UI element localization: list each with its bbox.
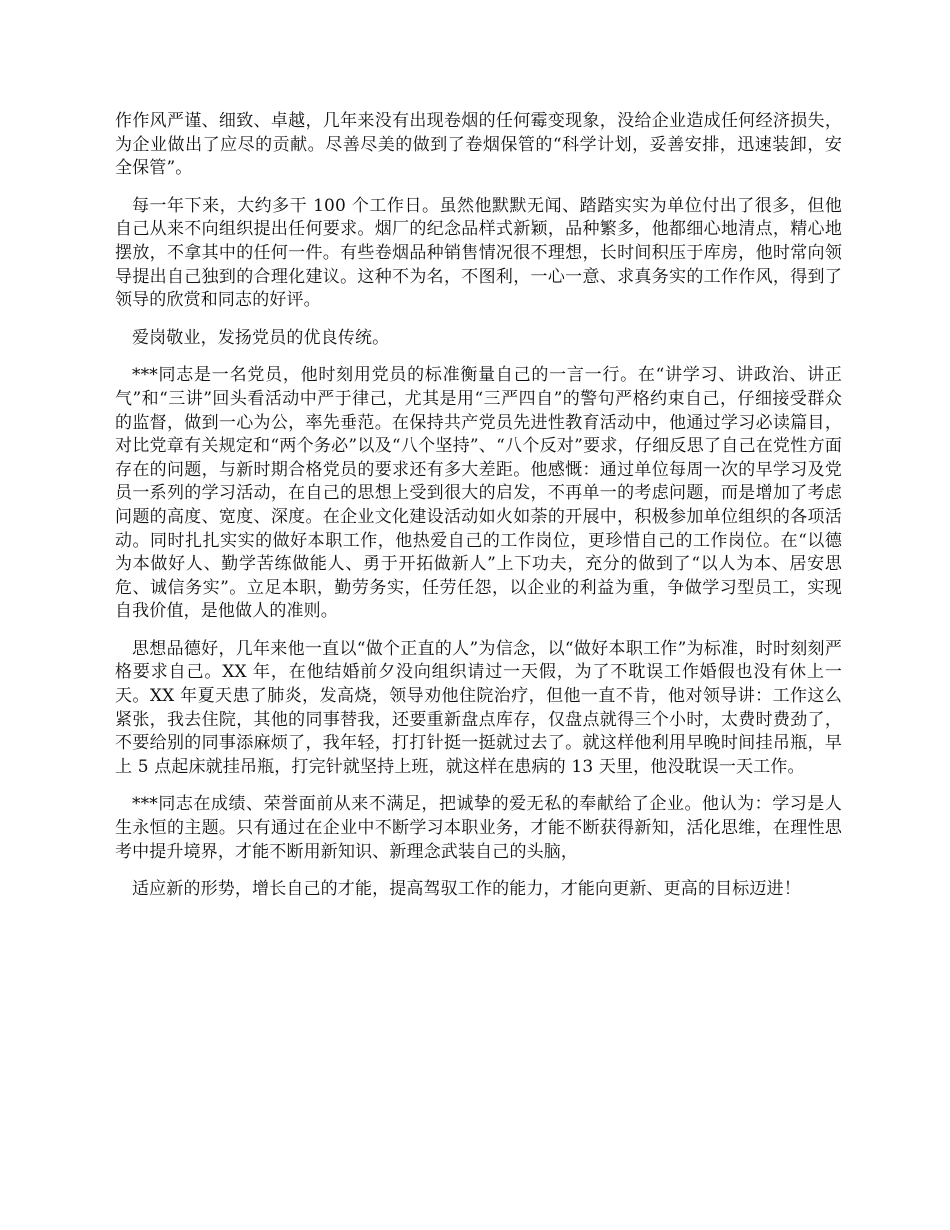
paragraph-6: ***同志在成绩、荣誉面前从来不满足，把诚挚的爱无私的奉献给了企业。他认为：学习是人生永恒的主题。只有通过在企业中不断学习本职业务，才能不断获得新知，活化思维，在理性思考中提升境界，才能不断用新知识、新理念武装自己的头脑，: [115, 794, 842, 862]
paragraph-5: 思想品德好，几年来他一直以“做个正直的人”为信念，以“做好本职工作”为标准，时时刻刻严格要求自己。XX 年，在他结婚前夕没向组织请过一天假，为了不耽误工作婚假也没有休上一天。XX 年夏天患了肺炎，发高烧，领导劝他住院治疗，但他一直不肯，他对领导讲：工作这么紧张，我去住院，其他的同事替我，还要重新盘点库存，仅盘点就得三个小时，太费时费劲了，不要给别的同事添麻烦了，我年轻，打打针挺一挺就过去了。就这样他利用早晚时间挂吊瓶，早上 5 点起床就挂吊瓶，打完针就坚持上班，就这样在患病的 13 天里，他没耽误一天工作。: [115, 638, 842, 777]
paragraph-1: 作作风严谨、细致、卓越，几年来没有出现卷烟的任何霉变现象，没给企业造成任何经济损失，为企业做出了应尽的贡献。尽善尽美的做到了卷烟保管的“科学计划，妥善安排，迅速装卸，安全保管”。: [115, 111, 842, 179]
paragraph-7: 适应新的形势，增长自己的才能，提高驾驭工作的能力，才能向更新、更高的目标迈进！: [132, 879, 801, 900]
paragraph-2: 每一年下来，大约多干 100 个工作日。虽然他默默无闻、踏踏实实为单位付出了很多，但他自己从来不向组织提出任何要求。烟厂的纪念品样式新颖，品种繁多，他都细心地清点，精心地摆放，不拿其中的任何一件。有些卷烟品种销售情况很不理想，长时间积压于库房，他时常向领导提出自己独到的合理化建议。这种不为名，不图利，一心一意、求真务实的工作作风，得到了领导的欣赏和同志的好评。: [115, 195, 842, 311]
paragraph-4: ***同志是一名党员，他时刻用党员的标准衡量自己的一言一行。在“讲学习、讲政治、讲正气”和“三讲”回头看活动中严于律己，尤其是用“三严四自”的警句严格约束自己，仔细接受群众的监督，做到一心为公，率先垂范。在保持共产党员先进性教育活动中，他通过学习必读篇目，对比党章有关规定和“两个务必”以及“八个坚持”、“八个反对”要求，仔细反思了自己在党性方面存在的问题，与新时期合格党员的要求还有多大差距。他感慨：通过单位每周一次的早学习及党员一系列的学习活动，在自己的思想上受到很大的启发，不再单一的考虑问题，而是增加了考虑问题的高度、宽度、深度。在企业文化建设活动如火如荼的开展中，积极参加单位组织的各项活动。同时扎扎实实的做好本职工作，他热爱自己的工作岗位，更珍惜自己的工作岗位。在“以德为本做好人、勤学苦练做能人、勇于开拓做新人”上下功夫，充分的做到了“以人为本、居安思危、诚信务实”。立足本职，勤劳务实，任劳任怨，以企业的利益为重，争做学习型员工，实现自我价值，是他做人的准则。: [115, 365, 842, 622]
paragraph-3: 爱岗敬业，发扬党员的优良传统。: [132, 327, 390, 348]
document-body: [115, 110, 842, 916]
